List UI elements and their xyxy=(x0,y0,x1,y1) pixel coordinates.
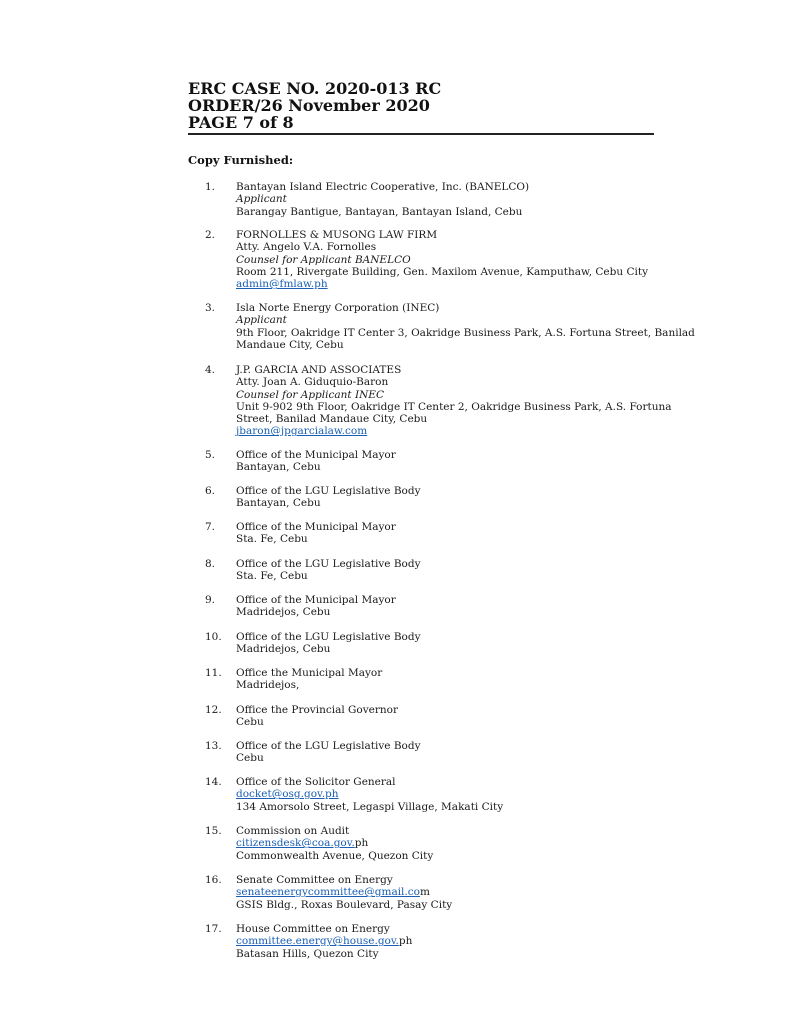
email-link[interactable]: jbaron@jpgarcialaw.com xyxy=(236,425,368,438)
recipient-address: Bantayan, Cebu xyxy=(236,497,321,510)
item-number: 13. xyxy=(205,740,222,752)
recipient-name: Bantayan Island Electric Cooperative, Inc. (BANELCO) xyxy=(236,181,530,193)
recipient-address: Madridejos, xyxy=(236,679,300,692)
item-number: 14. xyxy=(205,776,222,788)
email-link[interactable]: senateenergycommittee@gmail.co xyxy=(236,886,420,899)
recipient-address-cont: Mandaue City, Cebu xyxy=(236,338,344,351)
page-number: PAGE 7 of 8 xyxy=(188,113,294,132)
recipient-attorney: Atty. Angelo V.A. Fornolles xyxy=(236,241,377,254)
item-number: 6. xyxy=(205,485,216,497)
recipient-address: Batasan Hills, Quezon City xyxy=(236,947,379,960)
item-number: 4. xyxy=(205,364,216,376)
recipient-address: Barangay Bantigue, Bantayan, Bantayan Island, Cebu xyxy=(236,205,523,218)
item-number: 15. xyxy=(205,825,222,837)
recipient-attorney: Atty. Joan A. Giduquio-Baron xyxy=(236,376,389,389)
item-number: 12. xyxy=(205,704,222,716)
recipient-address-cont: Street, Banilad Mandaue City, Cebu xyxy=(236,413,428,426)
item-number: 5. xyxy=(205,449,216,461)
item-number: 10. xyxy=(205,631,222,643)
recipient-address: Cebu xyxy=(236,752,264,765)
header-divider xyxy=(188,133,654,135)
recipient-name: FORNOLLES & MUSONG LAW FIRM xyxy=(236,229,438,241)
recipient-name: Office of the LGU Legislative Body xyxy=(236,485,421,497)
email-suffix: ph xyxy=(354,837,369,850)
recipient-address: Bantayan, Cebu xyxy=(236,461,321,474)
order-date: ORDER/26 November 2020 xyxy=(188,96,430,115)
recipient-address: Room 211, Rivergate Building, Gen. Maxilom Avenue, Kamputhaw, Cebu City xyxy=(236,265,649,278)
item-number: 17. xyxy=(205,923,222,935)
document-header xyxy=(188,80,653,131)
item-number: 16. xyxy=(205,874,222,886)
recipient-role: Applicant xyxy=(236,193,287,206)
item-number: 2. xyxy=(205,229,216,241)
recipient-address: Cebu xyxy=(236,716,264,729)
item-number: 9. xyxy=(205,594,216,606)
recipient-name: Office of the LGU Legislative Body xyxy=(236,740,421,752)
recipient-address: Madridejos, Cebu xyxy=(236,606,331,619)
recipient-address: Commonwealth Avenue, Quezon City xyxy=(236,849,434,862)
recipient-address: 134 Amorsolo Street, Legaspi Village, Makati City xyxy=(236,800,504,813)
recipient-name: Office of the LGU Legislative Body xyxy=(236,631,421,643)
email-suffix: ph xyxy=(398,935,413,948)
email-link[interactable]: citizensdesk@coa.gov. xyxy=(236,837,355,850)
recipient-name: Commission on Audit xyxy=(236,825,350,837)
recipient-name: Office of the Municipal Mayor xyxy=(236,449,396,461)
recipient-role: Applicant xyxy=(236,314,287,327)
item-number: 1. xyxy=(205,181,216,193)
recipient-name: Senate Committee on Energy xyxy=(236,874,393,886)
recipient-name: Isla Norte Energy Corporation (INEC) xyxy=(236,302,440,314)
email-suffix: m xyxy=(419,886,430,899)
recipient-name: Office of the Solicitor General xyxy=(236,776,396,788)
recipient-address: Unit 9-902 9th Floor, Oakridge IT Center 2, Oakridge Business Park, A.S. Fortuna xyxy=(236,400,672,413)
recipient-address: Madridejos, Cebu xyxy=(236,643,331,656)
recipient-name: J.P. GARCIA AND ASSOCIATES xyxy=(236,364,402,376)
recipient-name: Office the Municipal Mayor xyxy=(236,667,383,679)
recipient-name: Office of the LGU Legislative Body xyxy=(236,558,421,570)
item-number: 11. xyxy=(205,667,222,679)
recipient-name: Office the Provincial Governor xyxy=(236,704,399,716)
copy-furnished-heading: Copy Furnished: xyxy=(188,153,294,167)
recipient-name: Office of the Municipal Mayor xyxy=(236,594,396,606)
email-link[interactable]: admin@fmlaw.ph xyxy=(236,278,328,291)
recipient-name: Office of the Municipal Mayor xyxy=(236,521,396,533)
item-number: 3. xyxy=(205,302,216,314)
email-link[interactable]: docket@osg.gov.ph xyxy=(236,788,339,801)
recipient-name: House Committee on Energy xyxy=(236,923,390,935)
recipient-address: Sta. Fe, Cebu xyxy=(236,533,308,546)
recipient-address: Sta. Fe, Cebu xyxy=(236,570,308,583)
recipient-role: Counsel for Applicant INEC xyxy=(236,388,384,401)
email-link[interactable]: committee.energy@house.gov. xyxy=(236,935,399,948)
item-number: 8. xyxy=(205,558,216,570)
recipient-role: Counsel for Applicant BANELCO xyxy=(236,253,411,266)
item-number: 7. xyxy=(205,521,216,533)
recipient-address: GSIS Bldg., Roxas Boulevard, Pasay City xyxy=(236,898,453,911)
case-number: ERC CASE NO. 2020-013 RC xyxy=(188,79,442,98)
recipient-address: 9th Floor, Oakridge IT Center 3, Oakridge Business Park, A.S. Fortuna Street, Banilad xyxy=(236,326,695,339)
